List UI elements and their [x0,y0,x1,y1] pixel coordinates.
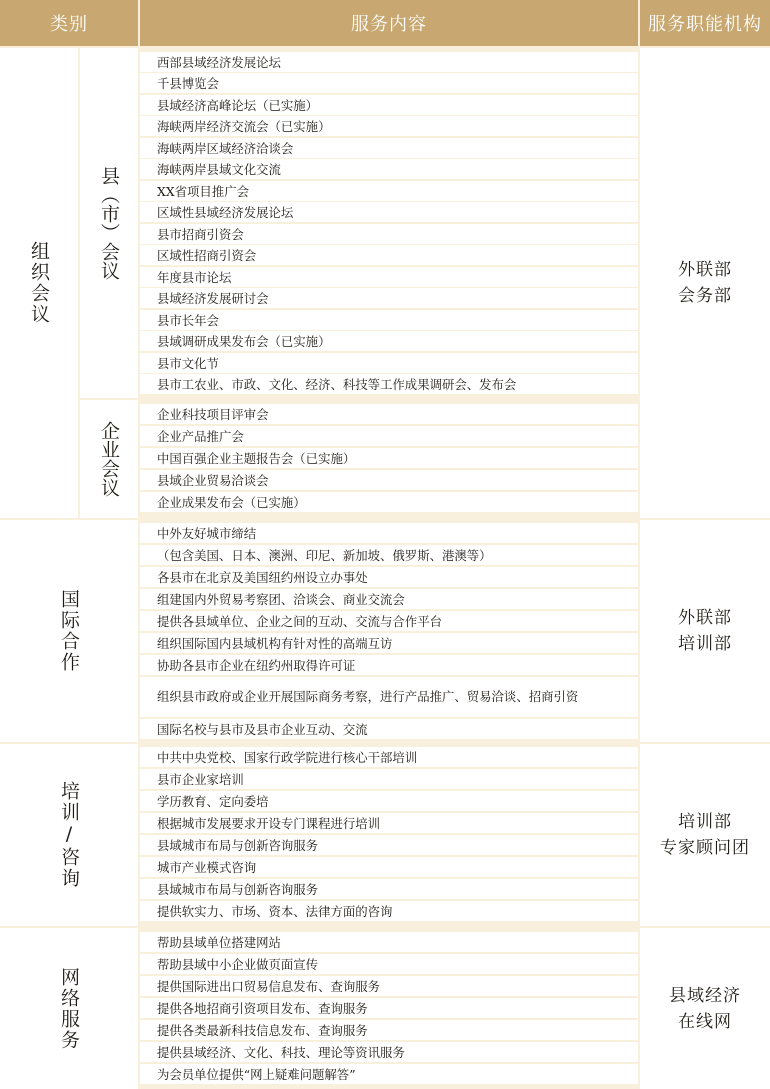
service-item: 县域经济发展研讨会 [140,288,638,308]
category-cell: 组织会议 [0,48,78,518]
service-item: 中共中央党校、国家行政学院进行核心干部培训 [140,747,638,767]
subcategory-cell: 县（市）会议 [80,48,138,398]
service-item: 县市工农业、市政、文化、经济、科技等工作成果调研会、发布会 [140,374,638,394]
service-item: 提供国际进出口贸易信息发布、查询服务 [140,976,638,996]
service-item: 提供软实力、市场、资本、法律方面的咨询 [140,901,638,921]
service-item: 县域调研成果发布会（已实施） [140,331,638,351]
subcategory-cell: 企业会议 [80,400,138,518]
category-cell: 国际合作 [0,520,138,742]
service-item: 企业成果发布会（已实施） [140,492,638,512]
department-line: 培训部 [678,812,732,832]
service-item: 中国百强企业主题报告会（已实施） [140,448,638,468]
service-item: 提供各县域单位、企业之间的互动、交流与合作平台 [140,611,638,631]
service-item: 城市产业模式咨询 [140,857,638,877]
category-cell: 培训/咨询 [0,744,138,926]
service-item: 中外友好城市缔结 [140,523,638,543]
service-item: 帮助县域中小企业做页面宣传 [140,954,638,974]
service-item: 组织县市政府或企业开展国际商务考察，进行产品推广、贸易洽谈、招商引资 [140,677,638,717]
header-department: 服务职能机构 [640,0,770,46]
service-item: 帮助县域单位搭建网站 [140,932,638,952]
service-item: 千县博览会 [140,73,638,93]
service-item: 提供各地招商引资项目发布、查询服务 [140,998,638,1018]
department-line: 专家顾问团 [660,838,750,858]
service-item: 提供县域经济、文化、科技、理论等资讯服务 [140,1042,638,1062]
department-cell [640,48,770,518]
header-category: 类别 [0,0,138,46]
service-item: 企业科技项目评审会 [140,404,638,424]
service-item: 县域城市布局与创新咨询服务 [140,879,638,899]
department-cell [640,928,770,1089]
department-line: 会务部 [678,286,732,306]
department-line: 在线网 [678,1011,732,1032]
service-item: 协助各县市企业在纽约州取得许可证 [140,655,638,675]
service-item: 区域性招商引资会 [140,245,638,265]
service-item: 根据城市发展要求开设专门课程进行培训 [140,813,638,833]
service-item: 县域企业贸易洽谈会 [140,470,638,490]
service-item: 海峡两岸经济交流会（已实施） [140,116,638,136]
service-item: 学历教育、定向委培 [140,791,638,811]
service-item: 海峡两岸县域文化交流 [140,159,638,179]
service-item: 海峡两岸区域经济洽谈会 [140,138,638,158]
department-line: 县域经济 [669,985,741,1006]
category-cell: 网络服务 [0,928,138,1089]
service-item: 县市招商引资会 [140,224,638,244]
service-item: 各县市在北京及美国纽约州设立办事处 [140,567,638,587]
department-cell [640,520,770,742]
service-item: 县市企业家培训 [140,769,638,789]
service-item: 区域性县域经济发展论坛 [140,202,638,222]
service-item: 为会员单位提供“网上疑难问题解答” [140,1064,638,1084]
service-item: 年度县市论坛 [140,267,638,287]
service-item: 企业产品推广会 [140,426,638,446]
service-item: 国际名校与县市及县市企业互动、交流 [140,719,638,739]
department-line: 外联部 [678,608,732,628]
service-item: 县市文化节 [140,353,638,373]
service-item: 组织国际国内县域机构有针对性的高端互访 [140,633,638,653]
department-line: 外联部 [678,260,732,280]
service-item: 县域经济高峰论坛（已实施） [140,95,638,115]
header-content: 服务内容 [140,0,638,46]
service-item: 县市长年会 [140,310,638,330]
service-item: 县域城市布局与创新咨询服务 [140,835,638,855]
department-cell [640,744,770,926]
service-item: 西部县域经济发展论坛 [140,52,638,72]
service-item: XX省项目推广会 [140,181,638,201]
service-item: 提供各类最新科技信息发布、查询服务 [140,1020,638,1040]
service-item: （包含美国、日本、澳洲、印尼、新加坡、俄罗斯、港澳等） [140,545,638,565]
service-item: 组建国内外贸易考察团、洽谈会、商业交流会 [140,589,638,609]
department-line: 培训部 [678,634,732,654]
